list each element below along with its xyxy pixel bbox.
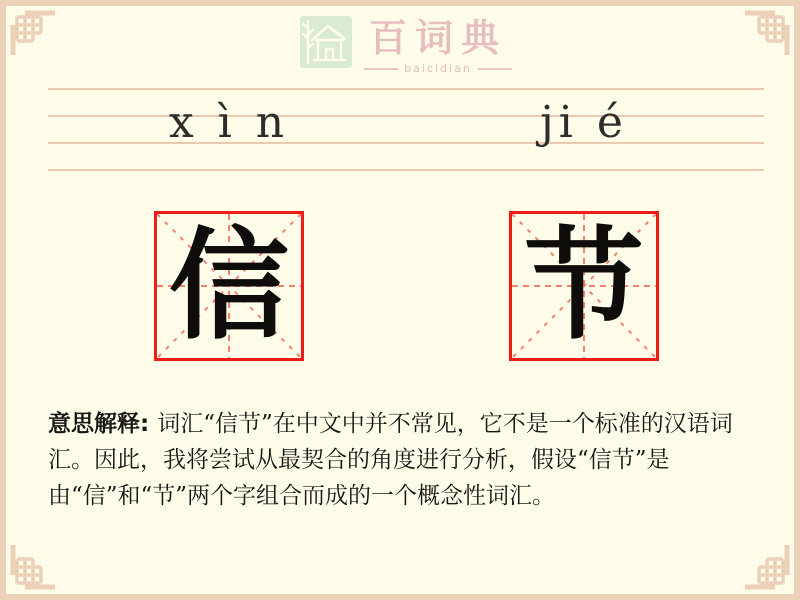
pinyin-rule-line-4	[48, 169, 764, 171]
pinyin-jie: ji é	[540, 97, 628, 148]
pinyin-rule-line-3	[48, 142, 764, 144]
character-grid-jie	[509, 211, 659, 361]
definition-text: 词汇“信节”在中文中并不常见，它不是一个标准的汉语词汇。因此，我将尝试从最契合的角度进行分析，假设“信节”是由“信”和“节”两个字组合而成的一个概念性词汇。	[48, 411, 733, 509]
corner-ornament-icon	[735, 535, 791, 591]
pinyin-rule-line-1	[48, 88, 764, 90]
logo-subtitle: baicidian	[404, 62, 472, 75]
logo-dash-right	[478, 68, 512, 70]
character-grid-xin	[154, 211, 304, 361]
logo-text-block	[364, 14, 512, 75]
definition-paragraph	[48, 406, 766, 514]
logo-dash-left	[364, 68, 398, 70]
hanzi-jie: 节	[524, 215, 644, 356]
logo-title: 百词典	[368, 15, 507, 60]
hanzi-xin: 信	[169, 215, 289, 356]
pinyin-xin: x ì n	[168, 97, 290, 148]
definition-label: 意思解释:	[48, 411, 150, 437]
corner-ornament-icon	[9, 535, 65, 591]
house-bamboo-icon	[300, 14, 352, 70]
baicidian-logo	[6, 14, 800, 75]
pinyin-rule-line-2	[48, 115, 764, 117]
logo-subtitle-row	[364, 62, 512, 75]
